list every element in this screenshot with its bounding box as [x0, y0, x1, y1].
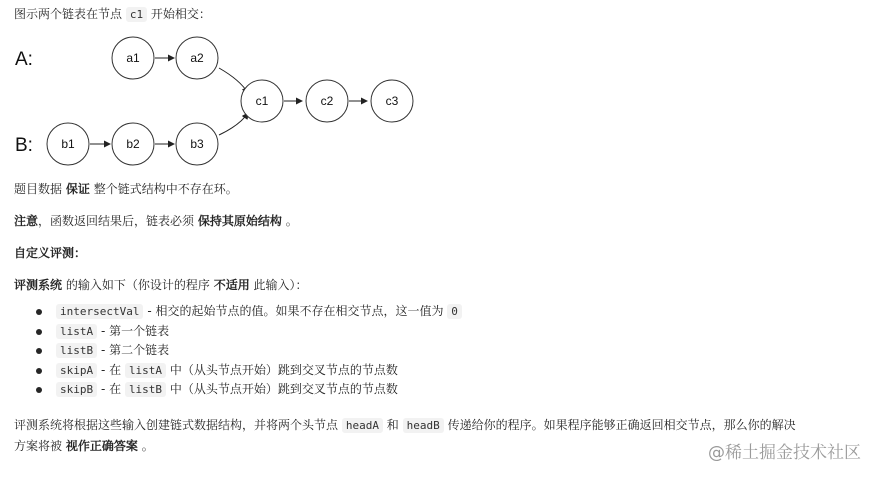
- system-suffix: 此输入）：: [253, 278, 308, 292]
- note-bold-keep-structure: 保持其原始结构: [197, 214, 282, 228]
- input-code: skipA: [56, 363, 97, 378]
- system-middle: 的输入如下（你设计的程序: [65, 278, 210, 292]
- final-line2-bold: 视作正确答案: [65, 439, 138, 453]
- final-prefix: 评测系统将根据这些输入创建链式数据结构，并将两个头节点: [14, 418, 339, 432]
- input-code-secondary: listA: [125, 363, 166, 378]
- node-b3: [176, 123, 218, 165]
- guarantee-paragraph: [14, 180, 238, 198]
- bullet-icon: [36, 309, 42, 315]
- node-b2: [112, 123, 154, 165]
- input-code: skipB: [56, 382, 97, 397]
- edge-b3-c1: [219, 113, 248, 135]
- final-paragraph-line2: [14, 437, 154, 455]
- custom-eval-heading: 自定义评测：: [14, 246, 87, 260]
- list-item: [30, 361, 462, 381]
- input-code-secondary: 0: [447, 304, 462, 319]
- input-text-secondary: 中（从头节点开始）跳到交叉节点的节点数: [169, 382, 398, 396]
- input-text: - 第一个链表: [100, 323, 170, 338]
- list-item: [30, 341, 462, 361]
- input-text: - 在: [100, 382, 122, 396]
- note-suffix: 。: [285, 214, 298, 228]
- input-text: - 在: [100, 362, 122, 377]
- note-paragraph: [14, 212, 298, 230]
- final-paragraph-line1: [14, 416, 796, 435]
- note-middle: ，函数返回结果后，链表必须: [38, 214, 195, 228]
- final-code-heada: headA: [342, 418, 383, 433]
- node-b3-label: b3: [190, 137, 204, 151]
- intro-suffix: 开始相交：: [150, 7, 211, 21]
- node-c3: [371, 80, 413, 122]
- system-paragraph: [14, 276, 308, 294]
- final-suffix: 传递给你的程序。如果程序能够正确返回相交节点，那么你的解决: [447, 418, 796, 432]
- list-item: [30, 380, 462, 400]
- node-b1: [47, 123, 89, 165]
- input-code: listA: [56, 324, 97, 339]
- node-c1: [241, 80, 283, 122]
- node-a2-label: a2: [190, 51, 204, 65]
- list-item: [30, 302, 462, 322]
- guarantee-bold: 保证: [65, 182, 90, 196]
- intro-code-c1: c1: [126, 7, 147, 22]
- guarantee-prefix: 题目数据: [14, 182, 63, 196]
- note-bold-label: 注意: [14, 214, 39, 228]
- intro-paragraph: [14, 5, 211, 24]
- final-line2-suffix: 。: [141, 439, 154, 453]
- system-bold: 评测系统: [14, 278, 63, 292]
- node-c2-label: c2: [320, 94, 334, 108]
- input-code: intersectVal: [56, 304, 143, 319]
- node-a1-label: a1: [126, 51, 140, 65]
- input-text: - 相交的起始节点的值。如果不存在相交节点，这一值为: [147, 304, 444, 318]
- final-code-headb: headB: [403, 418, 444, 433]
- node-c2: [306, 80, 348, 122]
- node-a2: [176, 37, 218, 79]
- list-item: [30, 322, 462, 342]
- input-text-secondary: 中（从头节点开始）跳到交叉节点的节点数: [169, 362, 398, 377]
- list-b-label: B:: [15, 135, 33, 156]
- node-c3-label: c3: [385, 94, 399, 108]
- bullet-icon: [36, 329, 42, 335]
- node-c1-label: c1: [255, 94, 269, 108]
- watermark: @稀土掘金技术社区: [708, 443, 861, 463]
- intro-text: 图示两个链表在节点: [14, 7, 123, 21]
- bullet-icon: [36, 348, 42, 354]
- linked-list-diagram: [0, 30, 440, 180]
- input-list: [30, 302, 462, 400]
- node-a1: [112, 37, 154, 79]
- final-and: 和: [386, 418, 399, 432]
- bullet-icon: [36, 387, 42, 393]
- node-b1-label: b1: [61, 137, 75, 151]
- bullet-icon: [36, 368, 42, 374]
- final-line2-prefix: 方案将被: [14, 439, 63, 453]
- input-text: - 第二个链表: [100, 343, 170, 357]
- edge-a2-c1: [219, 68, 248, 93]
- list-a-label: A:: [15, 49, 33, 70]
- node-b2-label: b2: [126, 137, 140, 151]
- guarantee-suffix: 整个链式结构中不存在环。: [93, 182, 238, 196]
- input-code-secondary: listB: [125, 382, 166, 397]
- input-code: listB: [56, 343, 97, 358]
- system-bold-not-applicable: 不适用: [213, 278, 250, 292]
